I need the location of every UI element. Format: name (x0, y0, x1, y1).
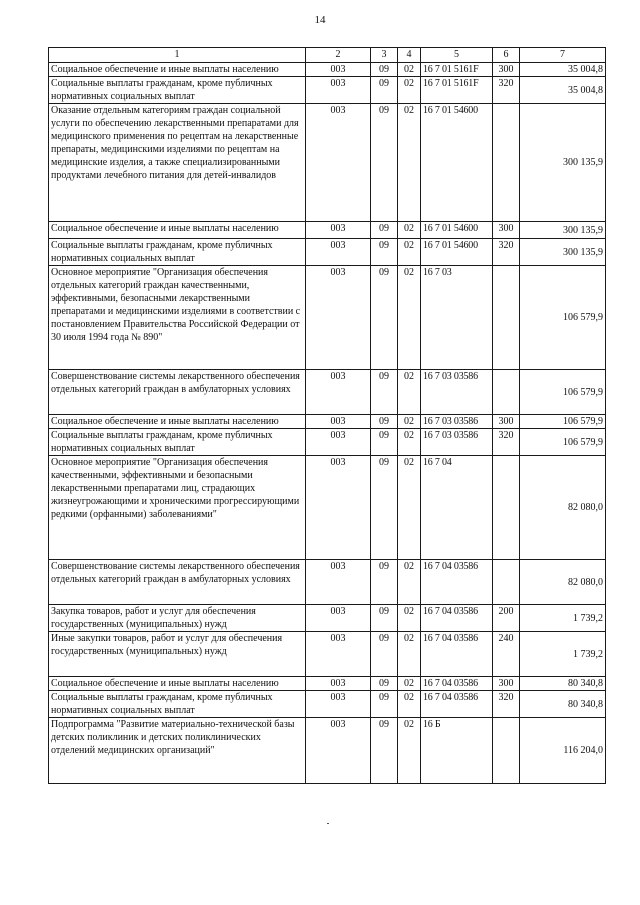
row-expense-type-cell (493, 718, 520, 784)
row-amount-cell: 106 579,9 (520, 370, 606, 415)
row-code-cell: 003 (306, 691, 371, 718)
row-article-cell: 16 7 01 5161F (421, 77, 493, 104)
row-subsection-cell: 02 (398, 266, 421, 370)
row-amount-cell: 1 739,2 (520, 605, 606, 632)
row-article-cell: 16 7 01 5161F (421, 63, 493, 77)
row-section-cell: 09 (371, 456, 398, 560)
row-section-cell: 09 (371, 632, 398, 677)
row-name-cell: Социальное обеспечение и иные выплаты населению (49, 677, 306, 691)
row-expense-type-cell (493, 560, 520, 605)
row-article-cell: 16 7 04 03586 (421, 677, 493, 691)
row-subsection-cell: 02 (398, 370, 421, 415)
table-row (49, 677, 606, 691)
row-expense-type-cell: 300 (493, 222, 520, 239)
row-expense-type-cell: 320 (493, 239, 520, 266)
row-code-cell: 003 (306, 605, 371, 632)
row-amount-cell: 116 204,0 (520, 718, 606, 784)
row-article-cell: 16 7 04 03586 (421, 632, 493, 677)
row-section-cell: 09 (371, 718, 398, 784)
row-name-cell: Оказание отдельным категориям граждан социальной услуги по обеспечению лекарственными препаратами для медицинского применения по рецептам на лекарственные препараты, медицинскими изделиями по рецептам на медицинские изделия, а также специализированными продуктами лечебного питания для детей-инвалидов (49, 104, 306, 222)
table-row (49, 370, 606, 415)
row-amount-cell: 82 080,0 (520, 456, 606, 560)
table-row (49, 239, 606, 266)
row-expense-type-cell (493, 370, 520, 415)
row-amount-cell: 300 135,9 (520, 239, 606, 266)
row-section-cell: 09 (371, 415, 398, 429)
header-cell-subsection: 4 (398, 48, 421, 63)
row-subsection-cell: 02 (398, 415, 421, 429)
row-expense-type-cell (493, 266, 520, 370)
row-code-cell: 003 (306, 560, 371, 605)
row-section-cell: 09 (371, 560, 398, 605)
row-name-cell: Основное мероприятие "Организация обеспечения качественными, эффективными и безопасными лекарственными препаратами лиц, страдающих жизнеугрожающими и хроническими прогрессирующими редкими (орфанными) заболеваниями" (49, 456, 306, 560)
row-article-cell: 16 7 04 03586 (421, 605, 493, 632)
row-article-cell: 16 7 04 (421, 456, 493, 560)
budget-table (48, 47, 606, 784)
row-article-cell: 16 7 03 (421, 266, 493, 370)
row-code-cell: 003 (306, 370, 371, 415)
row-amount-cell: 300 135,9 (520, 104, 606, 222)
row-subsection-cell: 02 (398, 718, 421, 784)
row-amount-cell: 106 579,9 (520, 429, 606, 456)
row-code-cell: 003 (306, 677, 371, 691)
table-row (49, 718, 606, 784)
row-code-cell: 003 (306, 266, 371, 370)
row-subsection-cell: 02 (398, 605, 421, 632)
row-name-cell: Социальное обеспечение и иные выплаты населению (49, 222, 306, 239)
row-expense-type-cell: 320 (493, 77, 520, 104)
row-name-cell: Закупка товаров, работ и услуг для обеспечения государственных (муниципальных) нужд (49, 605, 306, 632)
row-article-cell: 16 7 01 54600 (421, 104, 493, 222)
row-section-cell: 09 (371, 239, 398, 266)
row-expense-type-cell (493, 104, 520, 222)
row-subsection-cell: 02 (398, 239, 421, 266)
row-code-cell: 003 (306, 77, 371, 104)
row-subsection-cell: 02 (398, 677, 421, 691)
row-code-cell: 003 (306, 632, 371, 677)
table-row (49, 605, 606, 632)
scan-speck (327, 823, 329, 824)
row-expense-type-cell: 200 (493, 605, 520, 632)
row-expense-type-cell: 300 (493, 63, 520, 77)
row-section-cell: 09 (371, 605, 398, 632)
row-amount-cell: 300 135,9 (520, 222, 606, 239)
row-section-cell: 09 (371, 370, 398, 415)
row-name-cell: Социальное обеспечение и иные выплаты населению (49, 63, 306, 77)
row-amount-cell: 106 579,9 (520, 266, 606, 370)
row-section-cell: 09 (371, 77, 398, 104)
row-section-cell: 09 (371, 691, 398, 718)
row-code-cell: 003 (306, 718, 371, 784)
row-subsection-cell: 02 (398, 222, 421, 239)
row-expense-type-cell: 300 (493, 415, 520, 429)
row-amount-cell: 35 004,8 (520, 77, 606, 104)
header-cell-section: 3 (371, 48, 398, 63)
row-name-cell: Социальные выплаты гражданам, кроме публичных нормативных социальных выплат (49, 239, 306, 266)
row-amount-cell: 82 080,0 (520, 560, 606, 605)
row-expense-type-cell (493, 456, 520, 560)
header-cell-expense-type: 6 (493, 48, 520, 63)
row-section-cell: 09 (371, 429, 398, 456)
table-row (49, 456, 606, 560)
row-code-cell: 003 (306, 429, 371, 456)
header-cell-article: 5 (421, 48, 493, 63)
row-name-cell: Социальное обеспечение и иные выплаты населению (49, 415, 306, 429)
row-amount-cell: 1 739,2 (520, 632, 606, 677)
row-subsection-cell: 02 (398, 456, 421, 560)
row-name-cell: Социальные выплаты гражданам, кроме публичных нормативных социальных выплат (49, 429, 306, 456)
table-row (49, 429, 606, 456)
table-row (49, 632, 606, 677)
row-amount-cell: 80 340,8 (520, 691, 606, 718)
table-row (49, 63, 606, 77)
table-row (49, 691, 606, 718)
row-name-cell: Совершенствование системы лекарственного обеспечения отдельных категорий граждан в амбулаторных условиях (49, 560, 306, 605)
row-subsection-cell: 02 (398, 560, 421, 605)
row-amount-cell: 80 340,8 (520, 677, 606, 691)
table-row (49, 77, 606, 104)
row-article-cell: 16 7 03 03586 (421, 429, 493, 456)
row-subsection-cell: 02 (398, 104, 421, 222)
table-row (49, 104, 606, 222)
row-name-cell: Социальные выплаты гражданам, кроме публичных нормативных социальных выплат (49, 691, 306, 718)
row-expense-type-cell: 320 (493, 429, 520, 456)
table-row (49, 222, 606, 239)
row-article-cell: 16 7 03 03586 (421, 415, 493, 429)
page-number: 14 (314, 14, 326, 26)
row-code-cell: 003 (306, 222, 371, 239)
row-subsection-cell: 02 (398, 632, 421, 677)
row-article-cell: 16 7 01 54600 (421, 239, 493, 266)
header-cell-code: 2 (306, 48, 371, 63)
row-article-cell: 16 7 03 03586 (421, 370, 493, 415)
row-code-cell: 003 (306, 104, 371, 222)
header-row (49, 48, 606, 63)
row-section-cell: 09 (371, 266, 398, 370)
row-expense-type-cell: 320 (493, 691, 520, 718)
row-amount-cell: 106 579,9 (520, 415, 606, 429)
row-code-cell: 003 (306, 415, 371, 429)
row-code-cell: 003 (306, 63, 371, 77)
row-section-cell: 09 (371, 677, 398, 691)
row-name-cell: Иные закупки товаров, работ и услуг для обеспечения государственных (муниципальных) нужд (49, 632, 306, 677)
table-row (49, 560, 606, 605)
row-article-cell: 16 7 04 03586 (421, 560, 493, 605)
row-subsection-cell: 02 (398, 691, 421, 718)
row-subsection-cell: 02 (398, 77, 421, 104)
row-expense-type-cell: 240 (493, 632, 520, 677)
row-name-cell: Социальные выплаты гражданам, кроме публичных нормативных социальных выплат (49, 77, 306, 104)
row-section-cell: 09 (371, 63, 398, 77)
row-amount-cell: 35 004,8 (520, 63, 606, 77)
row-subsection-cell: 02 (398, 63, 421, 77)
row-name-cell: Подпрограмма "Развитие материально-технической базы детских поликлиник и детских поликлинических отделений медицинских организаций" (49, 718, 306, 784)
header-cell-amount: 7 (520, 48, 606, 63)
row-article-cell: 16 7 01 54600 (421, 222, 493, 239)
row-subsection-cell: 02 (398, 429, 421, 456)
row-code-cell: 003 (306, 239, 371, 266)
row-article-cell: 16 7 04 03586 (421, 691, 493, 718)
row-name-cell: Основное мероприятие "Организация обеспечения отдельных категорий граждан качественными, эффективными, безопасными лекарственными препаратами и медицинскими изделиями в соответствии с постановлением Правительства Российской Федерации от 30 июля 1994 года № 890" (49, 266, 306, 370)
table-row (49, 266, 606, 370)
row-article-cell: 16 Б (421, 718, 493, 784)
row-name-cell: Совершенствование системы лекарственного обеспечения отдельных категорий граждан в амбулаторных условиях (49, 370, 306, 415)
row-section-cell: 09 (371, 104, 398, 222)
row-expense-type-cell: 300 (493, 677, 520, 691)
row-section-cell: 09 (371, 222, 398, 239)
table-row (49, 415, 606, 429)
row-code-cell: 003 (306, 456, 371, 560)
header-cell-name: 1 (49, 48, 306, 63)
